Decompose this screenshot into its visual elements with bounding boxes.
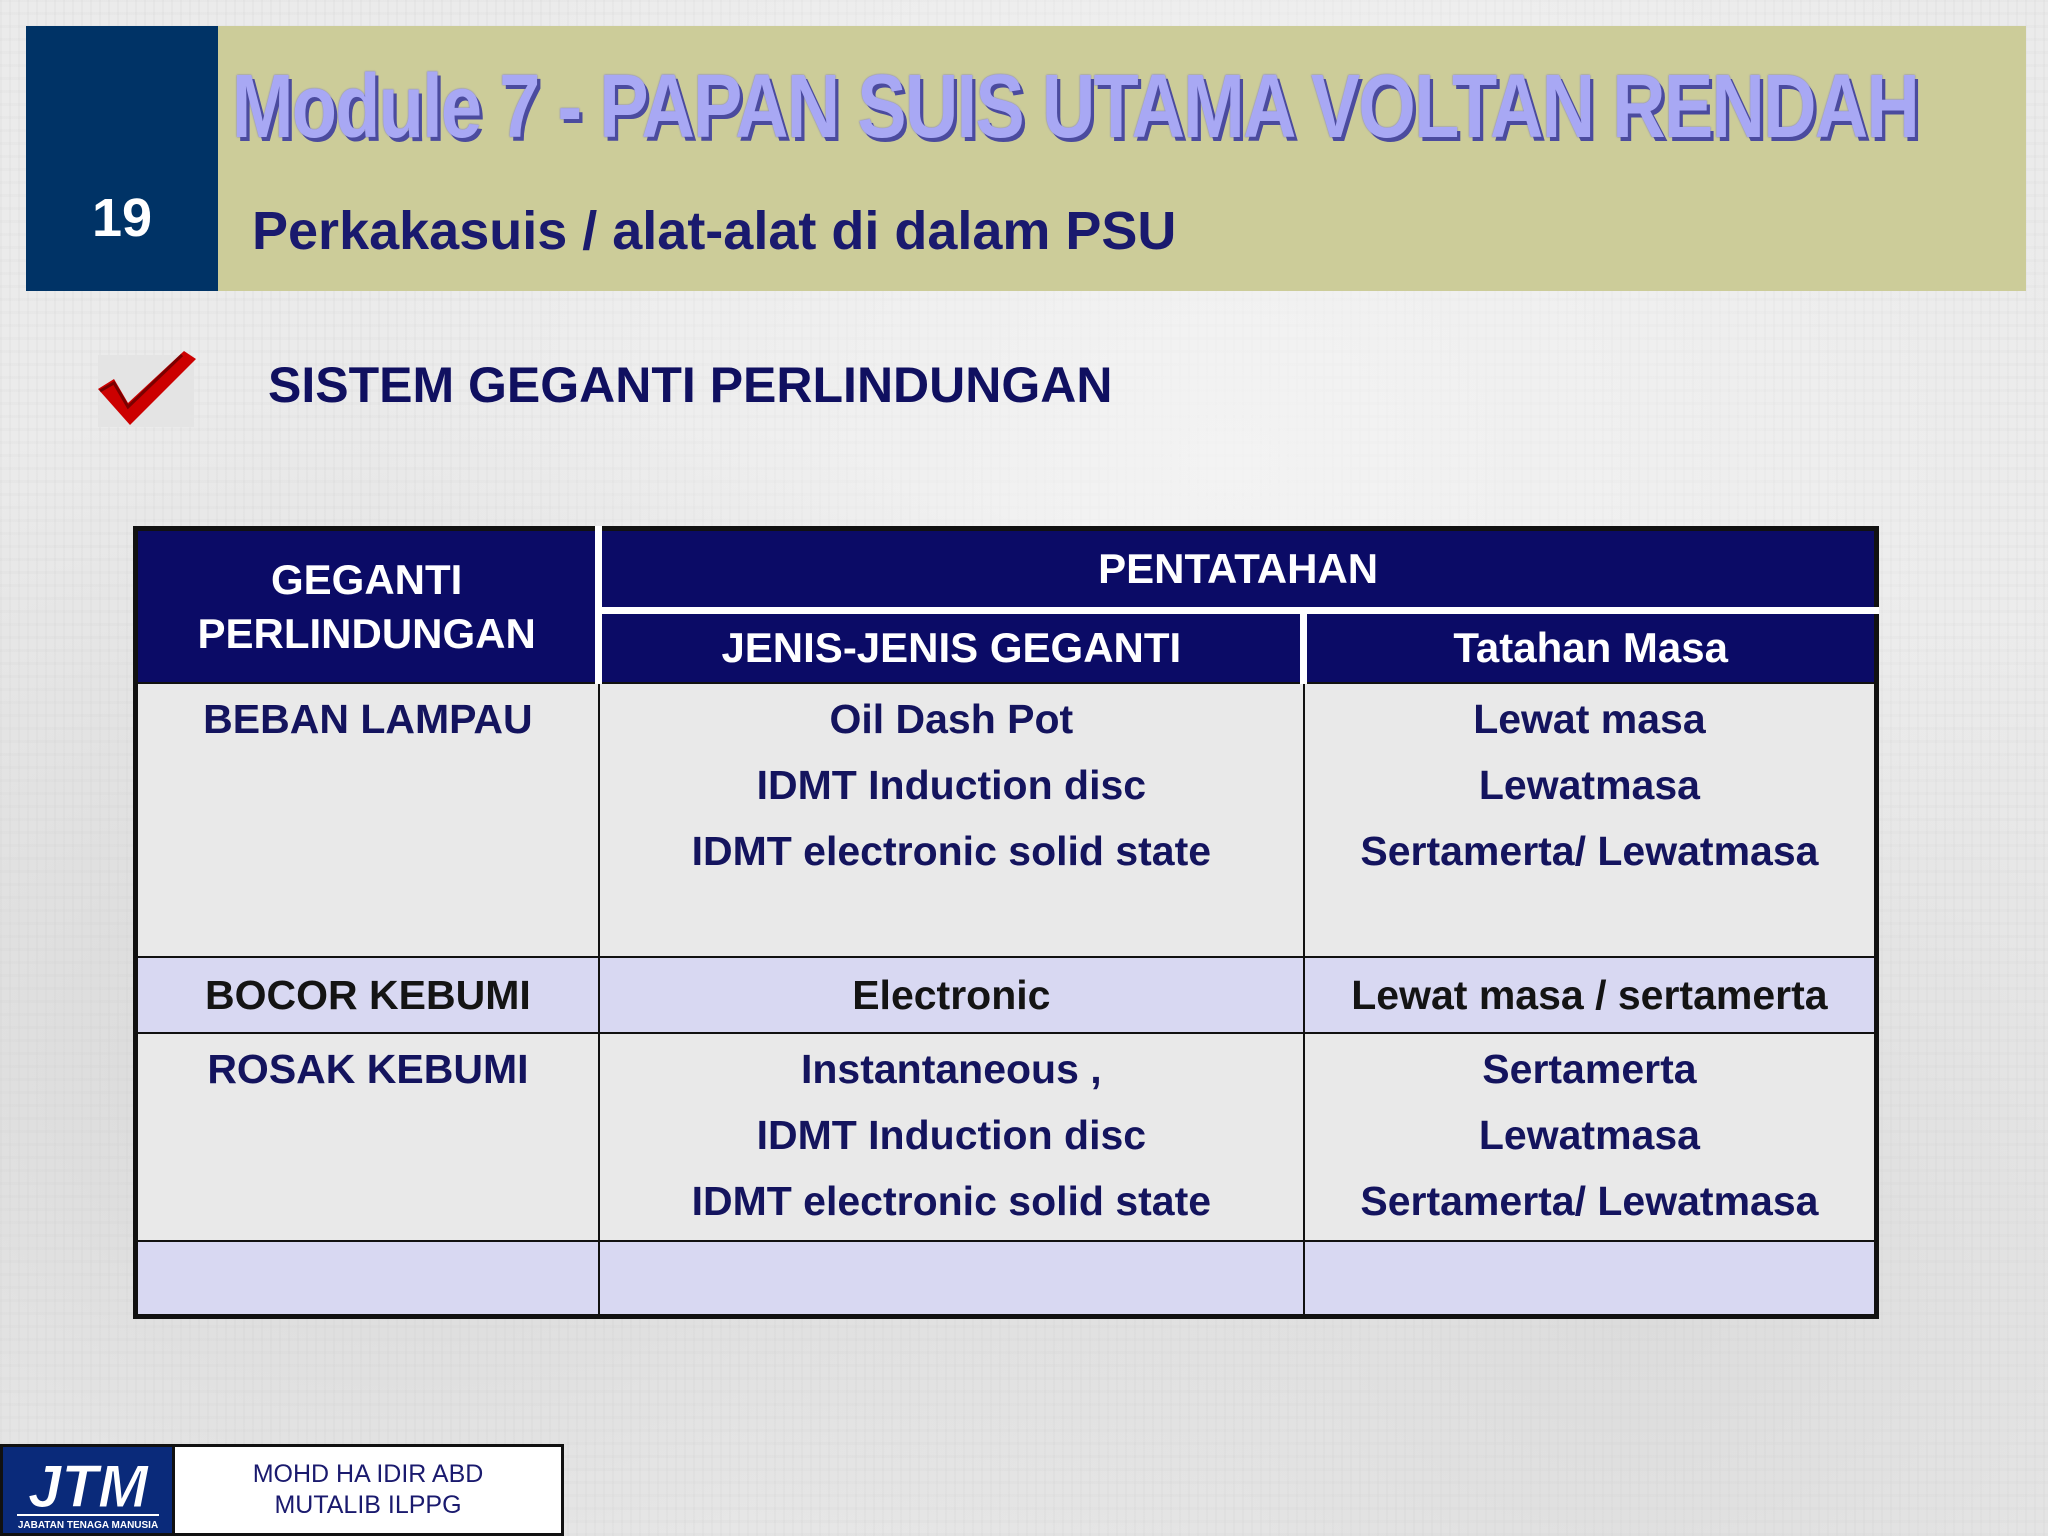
time-setting-item: Lewatmasa (1478, 762, 1700, 808)
module-title: Module 7 - PAPAN SUIS UTAMA VOLTAN RENDAH (232, 57, 1919, 157)
time-setting-cell (1304, 683, 1877, 957)
time-setting-item: Lewatmasa (1478, 1112, 1700, 1158)
relay-type-item: IDMT Induction disc (756, 762, 1147, 808)
table-row (136, 1033, 1877, 1241)
jtm-logo-subtext: JABATAN TENAGA MANUSIA (17, 1520, 159, 1531)
row-name-text: BOCOR KEBUMI (205, 972, 531, 1018)
jtm-logo-mark (9, 1451, 167, 1533)
module-subtitle: Perkakasuis / alat-alat di dalam PSU (252, 201, 1177, 261)
time-setting-item: Sertamerta/ Lewatmasa (1360, 828, 1819, 874)
table-row-empty (136, 1241, 1877, 1317)
header-protection-relay-label: GEGANTI PERLINDUNGAN (197, 555, 536, 657)
relay-type-item: IDMT Induction disc (756, 1112, 1147, 1158)
relay-types-cell (599, 1033, 1304, 1241)
row-name (136, 1241, 599, 1317)
time-setting-item: Lewat masa / sertamerta (1351, 972, 1828, 1018)
relay-type-item: Electronic (852, 972, 1051, 1018)
relay-settings-table (133, 526, 1879, 1319)
row-name-text: ROSAK KEBUMI (207, 1046, 529, 1092)
row-name-text: BEBAN LAMPAU (203, 696, 533, 742)
slide-number: 19 (91, 188, 153, 248)
time-setting-cell (1304, 957, 1877, 1033)
header-setting: PENTATAHAN (599, 529, 1877, 611)
time-setting-item: Sertamerta (1482, 1046, 1697, 1092)
time-setting-item: Sertamerta/ Lewatmasa (1360, 1178, 1819, 1224)
relay-types-cell (599, 683, 1304, 957)
footer-credit (0, 1444, 564, 1536)
relay-type-item: IDMT electronic solid state (691, 828, 1212, 874)
row-name (136, 683, 599, 957)
row-name (136, 1033, 599, 1241)
slide-number-box (26, 26, 218, 291)
relay-types-cell (599, 957, 1304, 1033)
check-icon (92, 345, 202, 430)
relay-type-item: Instantaneous , (800, 1046, 1102, 1092)
time-setting-item: Lewat masa (1473, 696, 1706, 742)
table-row (136, 683, 1877, 957)
footer-author (175, 1447, 561, 1533)
footer-author-line1: MOHD HA IDIR ABD (252, 1460, 484, 1488)
header-relay-types: JENIS-JENIS GEGANTI (599, 611, 1304, 684)
jtm-logo (3, 1447, 175, 1533)
time-setting-cell (1304, 1033, 1877, 1241)
time-setting-cell (1304, 1241, 1877, 1317)
relay-type-item: Oil Dash Pot (829, 696, 1074, 742)
row-name (136, 957, 599, 1033)
footer-author-line2: MUTALIB ILPPG (274, 1491, 462, 1519)
jtm-logo-text: JTM (28, 1453, 148, 1520)
header-protection-relay (136, 529, 599, 684)
relay-types-cell (599, 1241, 1304, 1317)
relay-type-item: IDMT electronic solid state (691, 1178, 1212, 1224)
table-row (136, 957, 1877, 1033)
header-time-setting: Tatahan Masa (1304, 611, 1877, 684)
section-heading: SISTEM GEGANTI PERLINDUNGAN (268, 357, 1113, 413)
